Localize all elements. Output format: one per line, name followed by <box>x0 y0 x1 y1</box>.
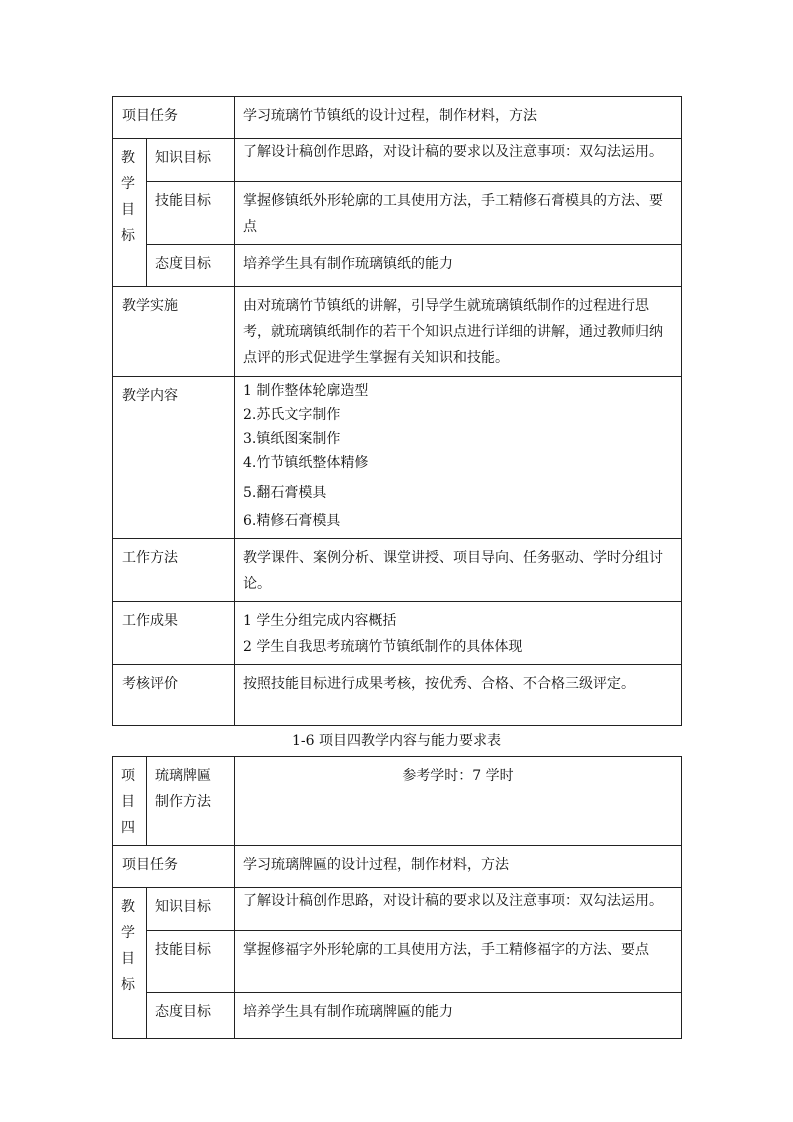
task-label: 项目任务 <box>113 846 235 888</box>
skill-value: 掌握修福字外形轮廓的工具使用方法，手工精修福字的方法、要点 <box>235 931 682 993</box>
content-label: 教学内容 <box>113 377 235 539</box>
content-item: 2.苏氏文字制作 <box>243 407 341 423</box>
content-item: 4.竹节镇纸整体精修 <box>243 455 369 471</box>
result-item: 1 学生分组完成内容概括 <box>243 613 397 629</box>
project-three-table <box>112 96 682 726</box>
attitude-value: 培养学生具有制作琉璃镇纸的能力 <box>235 245 682 287</box>
eval-label: 考核评价 <box>113 665 235 726</box>
project-label <box>113 757 147 846</box>
goal-label-line-1: 教学 <box>121 899 135 941</box>
eval-row <box>113 665 682 726</box>
content-item: 3.镇纸图案制作 <box>243 431 341 447</box>
goal-label-line-2: 目标 <box>121 951 135 993</box>
project-label-line-2: 四 <box>121 820 135 836</box>
skill-label: 技能目标 <box>147 182 235 245</box>
impl-value: 由对琉璃竹节镇纸的讲解，引导学生就琉璃镇纸制作的过程进行思考，就琉璃镇纸制作的若干个知识点进行详细的讲解，通过教师归纳点评的形式促进学生掌握有关知识和技能。 <box>235 287 682 377</box>
reference-hours: 参考学时：7 学时 <box>235 757 682 846</box>
method-row <box>113 539 682 602</box>
result-row <box>113 602 682 665</box>
content-item: 6.精修石膏模具 <box>243 513 341 529</box>
knowledge-label: 知识目标 <box>147 139 235 182</box>
task-row <box>113 97 682 139</box>
goal-label <box>113 888 147 1039</box>
project-four-table <box>112 756 682 1039</box>
result-item: 2 学生自我思考琉璃竹节镇纸制作的具体体现 <box>243 639 523 655</box>
impl-label: 教学实施 <box>113 287 235 377</box>
knowledge-value: 了解设计稿创作思路，对设计稿的要求以及注意事项：双勾法运用。 <box>235 888 682 931</box>
impl-row <box>113 287 682 377</box>
eval-value: 按照技能目标进行成果考核，按优秀、合格、不合格三级评定。 <box>235 665 682 726</box>
attitude-row <box>113 993 682 1039</box>
attitude-label: 态度目标 <box>147 993 235 1039</box>
project-name <box>147 757 235 846</box>
content-list <box>235 377 682 539</box>
project-header-row <box>113 757 682 846</box>
task-value: 学习琉璃牌匾的设计过程，制作材料，方法 <box>235 846 682 888</box>
method-value: 教学课件、案例分析、课堂讲授、项目导向、任务驱动、学时分组讨论。 <box>235 539 682 602</box>
content-row <box>113 377 682 539</box>
goal-label-line-2: 目标 <box>121 202 135 244</box>
table-caption: 1-6 项目四教学内容与能力要求表 <box>292 733 501 749</box>
attitude-label: 态度目标 <box>147 245 235 287</box>
knowledge-label: 知识目标 <box>147 888 235 931</box>
project-name-line-1: 琉璃牌匾 <box>155 768 211 784</box>
project-name-line-2: 制作方法 <box>155 794 211 810</box>
project-label-line-1: 项目 <box>121 768 135 810</box>
attitude-value: 培养学生具有制作琉璃牌匾的能力 <box>235 993 682 1039</box>
skill-value: 掌握修镇纸外形轮廓的工具使用方法，手工精修石膏模具的方法、要点 <box>235 182 682 245</box>
skill-row <box>113 931 682 993</box>
task-label: 项目任务 <box>113 97 235 139</box>
skill-label: 技能目标 <box>147 931 235 993</box>
attitude-row <box>113 245 682 287</box>
task-value: 学习琉璃竹节镇纸的设计过程，制作材料，方法 <box>235 97 682 139</box>
skill-row <box>113 182 682 245</box>
content-item: 1 制作整体轮廓造型 <box>243 383 369 399</box>
task-row <box>113 846 682 888</box>
result-label: 工作成果 <box>113 602 235 665</box>
knowledge-value: 了解设计稿创作思路，对设计稿的要求以及注意事项：双勾法运用。 <box>235 139 682 182</box>
knowledge-row <box>113 888 682 931</box>
result-list <box>235 602 682 665</box>
method-label: 工作方法 <box>113 539 235 602</box>
goal-label <box>113 139 147 287</box>
goal-label-line-1: 教学 <box>121 150 135 192</box>
knowledge-row <box>113 139 682 182</box>
content-item: 5.翻石膏模具 <box>243 485 327 501</box>
